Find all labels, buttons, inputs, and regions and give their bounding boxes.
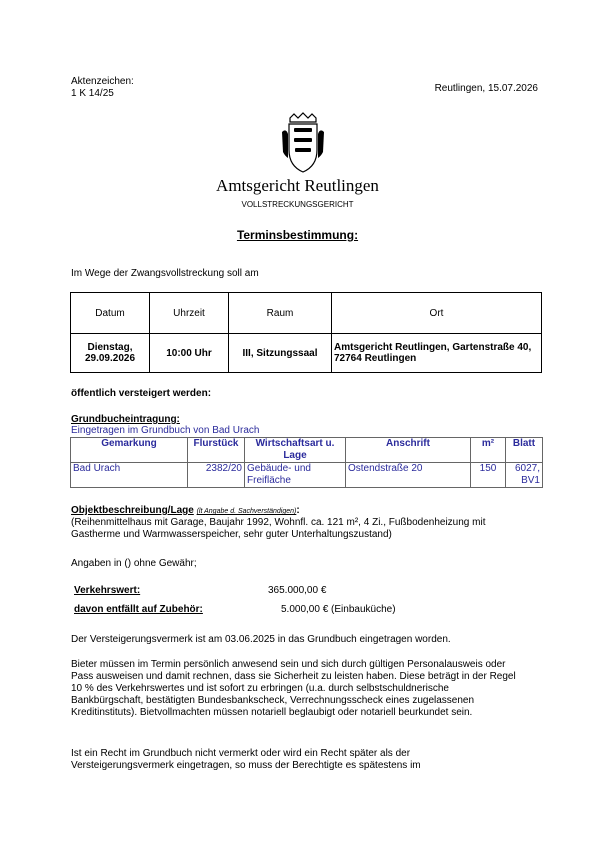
objekt-note: (lt Angabe d. Sachverständigen) [196, 508, 297, 515]
verkehrswert-value: 365.000,00 € [268, 585, 327, 596]
gb-header-wirtschaftsart: Wirtschaftsart u. Lage [245, 438, 346, 463]
gb-cell-flurstueck: 2382/20 [188, 463, 245, 488]
document-title: Terminsbestimmung: [236, 228, 359, 242]
objekt-colon: : [296, 505, 300, 516]
grundbuch-subtitle: Eingetragen im Grundbuch von Bad Urach [71, 425, 260, 436]
termin-table [70, 292, 542, 373]
objekt-text: (Reihenmittelhaus mit Garage, Baujahr 1992, Wohnfl. ca. 121 m², 4 Zi., Fußbodenheizung mit Gastherme und Warmwasserspeicher, sehr guter Unterhaltungszustand) [71, 517, 486, 540]
zubehoer-value: 5.000,00 € (Einbauküche) [281, 604, 396, 615]
datum-date: 29.09.2026 [84, 353, 136, 364]
cell-uhrzeit: 10:00 Uhr [150, 334, 229, 373]
aktenzeichen-block [71, 76, 134, 100]
zubehoer-label: davon entfällt auf Zubehör: [74, 604, 203, 615]
gb-cell-gemarkung: Bad Urach [71, 463, 188, 488]
cell-datum [71, 334, 150, 373]
intro-text: Im Wege der Zwangsvollstreckung soll am [71, 268, 259, 279]
gb-header-blatt: Blatt [506, 438, 543, 463]
header-datum: Datum [71, 293, 150, 334]
versteigert-text: öffentlich versteigert werden: [71, 388, 212, 399]
header-ort: Ort [332, 293, 542, 334]
grundbuch-title: Grundbucheintragung: [71, 414, 180, 425]
gb-cell-blatt: 6027, BV1 [506, 463, 543, 488]
objekt-title-line [71, 505, 300, 516]
objekt-title: Objektbeschreibung/Lage [71, 505, 194, 516]
header-uhrzeit: Uhrzeit [150, 293, 229, 334]
gb-cell-m2: 150 [471, 463, 506, 488]
cell-ort: Amtsgericht Reutlingen, Gartenstraße 40, 72764 Reutlingen [332, 334, 542, 373]
gb-header-anschrift: Anschrift [346, 438, 471, 463]
place-date: Reutlingen, 15.07.2026 [434, 83, 538, 94]
court-name: Amtsgericht Reutlingen [216, 176, 379, 195]
header-raum: Raum [229, 293, 332, 334]
paragraph-recht: Ist ein Recht im Grundbuch nicht vermerkt oder wird ein Recht später als der Versteigerungsvermerk eingetragen, so muss der Berechtigte es spätestens im [71, 748, 421, 771]
gb-header-flurstueck: Flurstück [188, 438, 245, 463]
grundbuch-table [70, 437, 543, 488]
aktenzeichen-label: Aktenzeichen: [71, 76, 134, 87]
gb-header-m2: m² [471, 438, 506, 463]
paragraph-bieter: Bieter müssen im Termin persönlich anwesend sein und sich durch gültigen Personalausweis oder Pass ausweisen und damit rechnen, dass sie Sicherheit zu leisten haben. Diese beträgt in der Regel 10 % des Verkehrswertes und ist sofort zu erbringen (u.a. durch selbstschuldnerische Bankbürgschaft, bestätigten Bundesbankscheck, Verrechnungsscheck eines zugelassenen Kreditinstituts). Bietvollmachten müssen notariell beglaubigt oder notariell beurkundet sein. [71, 659, 516, 718]
aktenzeichen-value: 1 K 14/25 [71, 88, 114, 99]
datum-weekday: Dienstag, [87, 342, 133, 353]
court-department: VOLLSTRECKUNGSGERICHT [241, 200, 354, 209]
gb-cell-anschrift: Ostendstraße 20 [346, 463, 471, 488]
coat-of-arms-icon [280, 112, 326, 174]
gb-cell-wirtschaftsart: Gebäude- und Freifläche [245, 463, 346, 488]
verkehrswert-label: Verkehrswert: [74, 585, 141, 596]
gb-header-gemarkung: Gemarkung [71, 438, 188, 463]
cell-raum: III, Sitzungssaal [229, 334, 332, 373]
angaben-text: Angaben in () ohne Gewähr; [71, 558, 197, 569]
paragraph-vermerk: Der Versteigerungsvermerk ist am 03.06.2025 in das Grundbuch eingetragen worden. [71, 634, 451, 645]
